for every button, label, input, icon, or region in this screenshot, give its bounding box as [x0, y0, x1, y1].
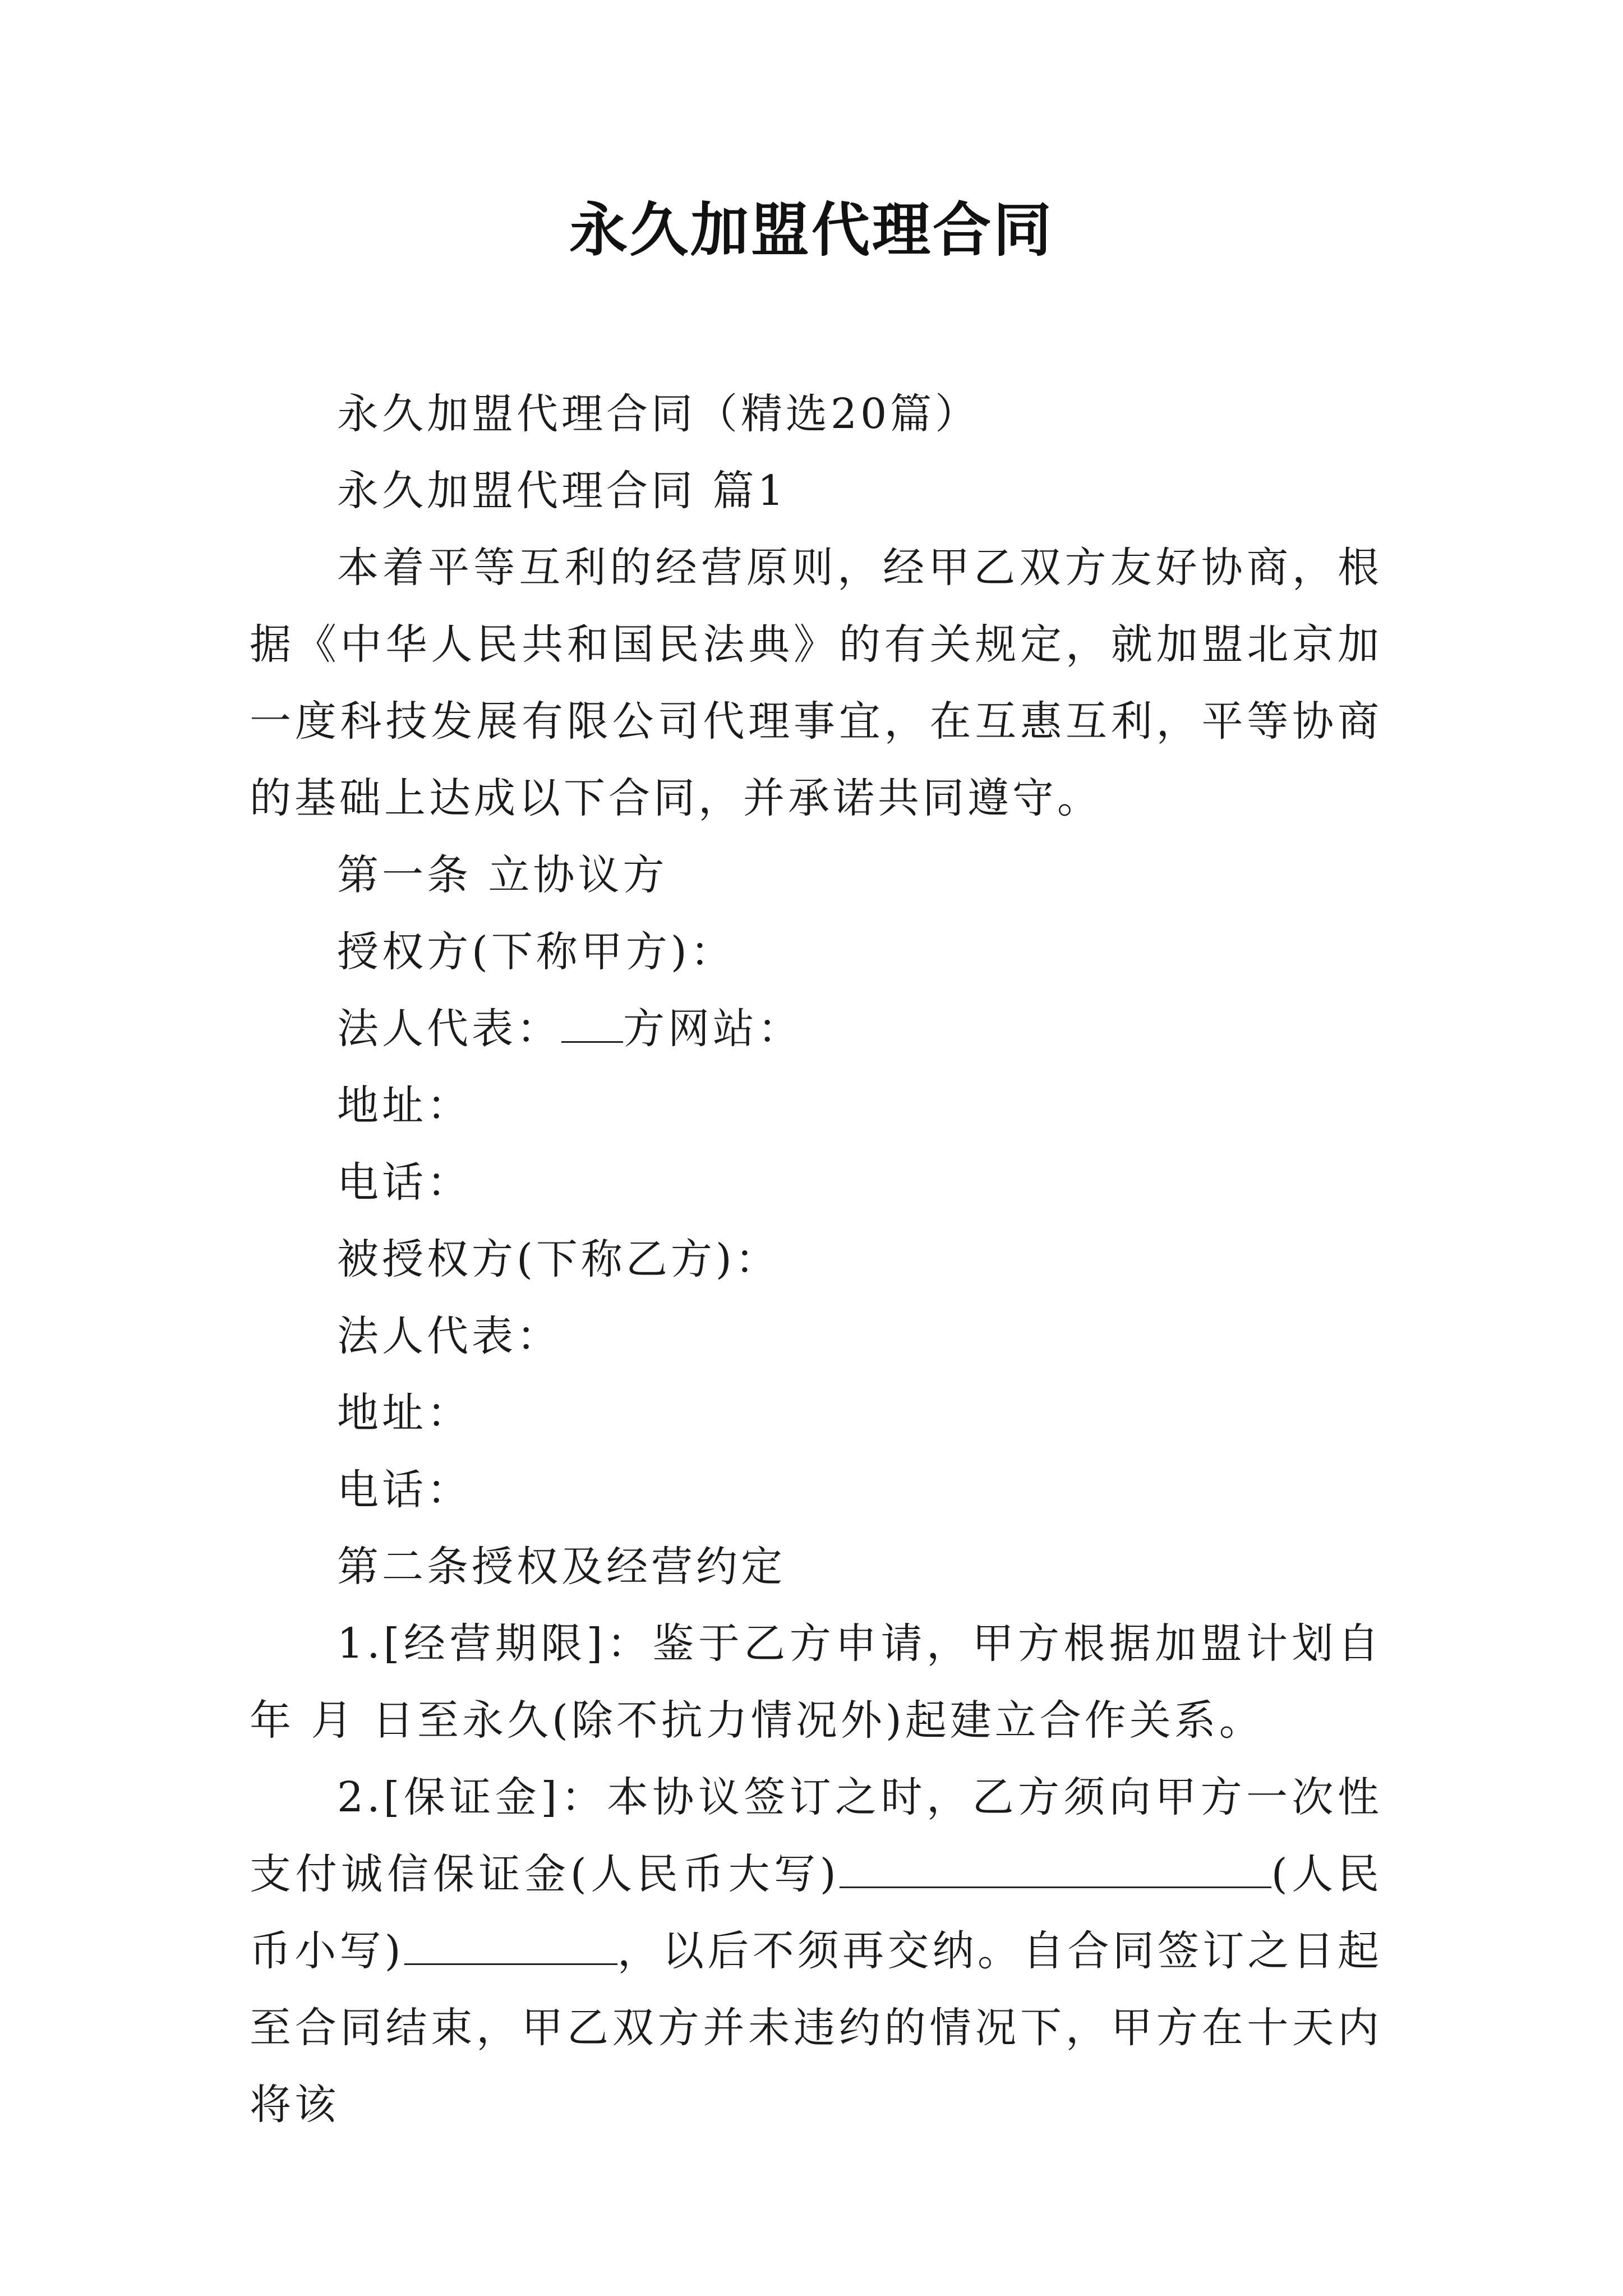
clause-2-text-b: (人民币小写): [250, 1850, 1382, 1975]
paragraph-subtitle: 永久加盟代理合同（精选20篇）: [337, 390, 980, 438]
document-body: [250, 376, 1382, 2143]
paragraph-clause-1: 1.[经营期限]：鉴于乙方申请，甲方根据加盟计划自年 月 日至永久(除不抗力情况外)起建立合作关系。: [250, 1619, 1382, 1745]
paragraph-party-a-representative: [250, 991, 1382, 1068]
paragraph-section-heading: 永久加盟代理合同 篇1: [337, 467, 787, 515]
paragraph-party-a: 授权方(下称甲方)：: [337, 928, 735, 976]
paragraph-party-b-phone: 电话：: [337, 1466, 472, 1514]
paragraph-party-b: 被授权方(下称乙方)：: [337, 1235, 780, 1283]
blank-line: [840, 1852, 1271, 1888]
paragraph-party-a-phone: 电话：: [337, 1158, 472, 1207]
clause-2-text-c: ，以后不须再交纳。自合同签订之日起至合同结束，甲乙双方并未违约的情况下，甲方在十天内将该: [250, 1927, 1382, 2129]
label-website: 方网站：: [623, 1005, 803, 1053]
blank-line: [404, 1929, 617, 1965]
paragraph-party-b-address: 地址：: [337, 1389, 472, 1437]
paragraph-article-2: 第二条授权及经营约定: [337, 1543, 786, 1591]
paragraph-article-1: 第一条 立协议方: [337, 851, 668, 899]
paragraph-party-a-address: 地址：: [337, 1082, 472, 1130]
document-title: 永久加盟代理合同: [569, 195, 1054, 264]
paragraph-party-b-representative: 法人代表：: [337, 1312, 561, 1360]
paragraph-preamble: 本着平等互利的经营原则，经甲乙双方友好协商，根据《中华人民共和国民法典》的有关规定，就加盟北京加一度科技发展有限公司代理事宜，在互惠互利，平等协商的基础上达成以下合同，并承诺共同遵守。: [250, 544, 1382, 822]
blank-line: [561, 1006, 623, 1043]
paragraph-clause-2: [250, 1759, 1382, 2143]
label-legal-representative: 法人代表：: [337, 1005, 561, 1053]
clause-2-text-a: 2.[保证金]：本协议签订之时，乙方须向甲方一次性支付诚信保证金(人民币大写): [250, 1773, 1382, 1898]
